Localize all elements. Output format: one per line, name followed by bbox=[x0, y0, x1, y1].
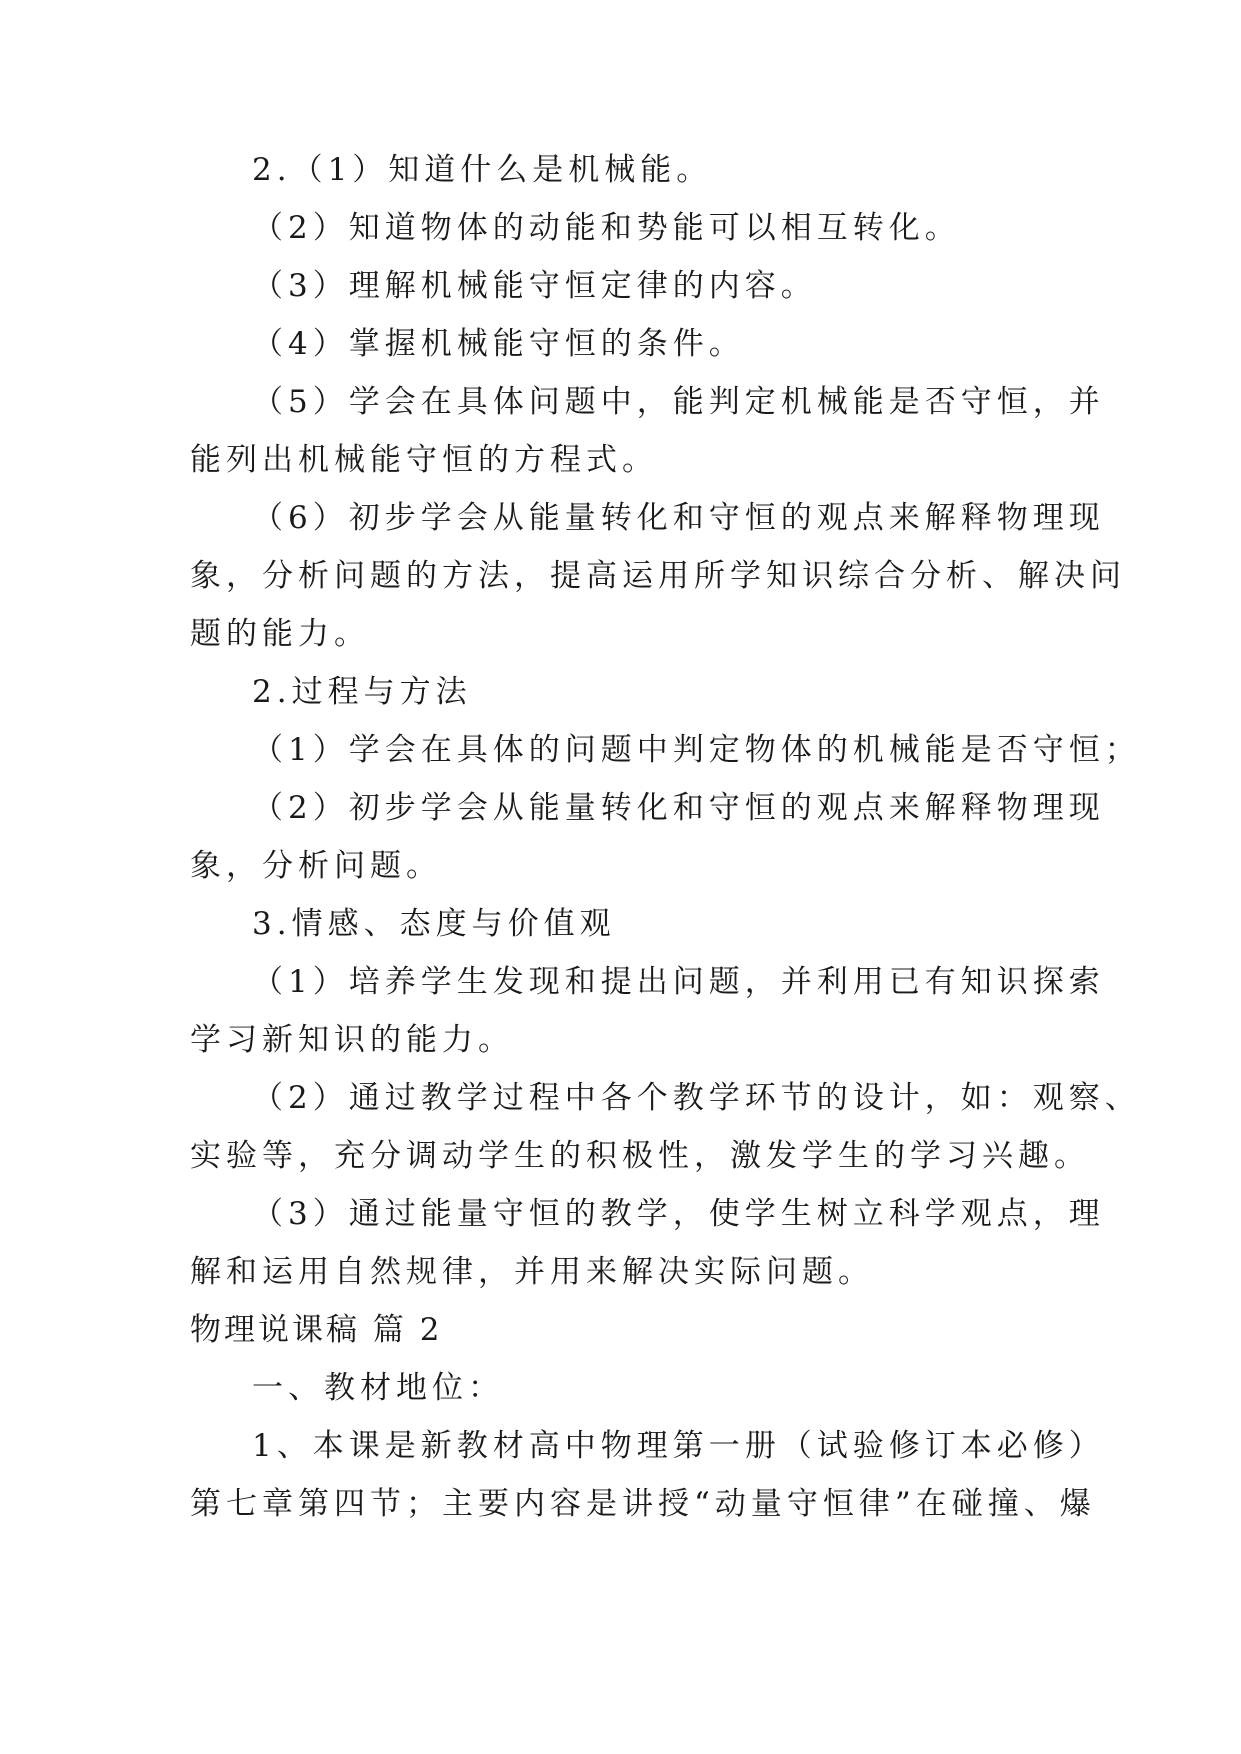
text-line: 象，分析问题的方法，提高运用所学知识综合分析、解决问 bbox=[190, 558, 1126, 594]
text-line: （4）掌握机械能守恒的条件。 bbox=[252, 326, 745, 362]
text-line: （5）学会在具体问题中，能判定机械能是否守恒，并 bbox=[252, 384, 1105, 420]
text-line: 能列出机械能守恒的方程式。 bbox=[190, 442, 658, 478]
text-line: （2）通过教学过程中各个教学环节的设计，如：观察、 bbox=[252, 1080, 1141, 1116]
text-line: 第七章第四节；主要内容是讲授“动量守恒律”在碰撞、爆 bbox=[190, 1486, 1096, 1522]
text-line: （3）通过能量守恒的教学，使学生树立科学观点，理 bbox=[252, 1196, 1105, 1232]
text-line: 实验等，充分调动学生的积极性，激发学生的学习兴趣。 bbox=[190, 1138, 1090, 1174]
text-line: （2）初步学会从能量转化和守恒的观点来解释物理现 bbox=[252, 790, 1105, 826]
article-title: 物理说课稿 篇 2 bbox=[190, 1312, 443, 1348]
section-heading: 一、教材地位： bbox=[252, 1370, 504, 1406]
text-line: （6）初步学会从能量转化和守恒的观点来解释物理现 bbox=[252, 500, 1105, 536]
text-line: 学习新知识的能力。 bbox=[190, 1022, 514, 1058]
text-line: （3）理解机械能守恒定律的内容。 bbox=[252, 268, 817, 304]
text-line: 解和运用自然规律，并用来解决实际问题。 bbox=[190, 1254, 874, 1290]
text-line: 题的能力。 bbox=[190, 616, 370, 652]
text-line: 2.（1）知道什么是机械能。 bbox=[252, 152, 713, 188]
text-line: （1）培养学生发现和提出问题，并利用已有知识探索 bbox=[252, 964, 1105, 1000]
text-line: （2）知道物体的动能和势能可以相互转化。 bbox=[252, 210, 961, 246]
section-heading: 3.情感、态度与价值观 bbox=[252, 906, 616, 942]
section-heading: 2.过程与方法 bbox=[252, 674, 472, 710]
text-line: （1）学会在具体的问题中判定物体的机械能是否守恒； bbox=[252, 732, 1141, 768]
text-line: 象，分析问题。 bbox=[190, 848, 442, 884]
text-line: 1、本课是新教材高中物理第一册（试验修订本必修） bbox=[252, 1428, 1105, 1464]
